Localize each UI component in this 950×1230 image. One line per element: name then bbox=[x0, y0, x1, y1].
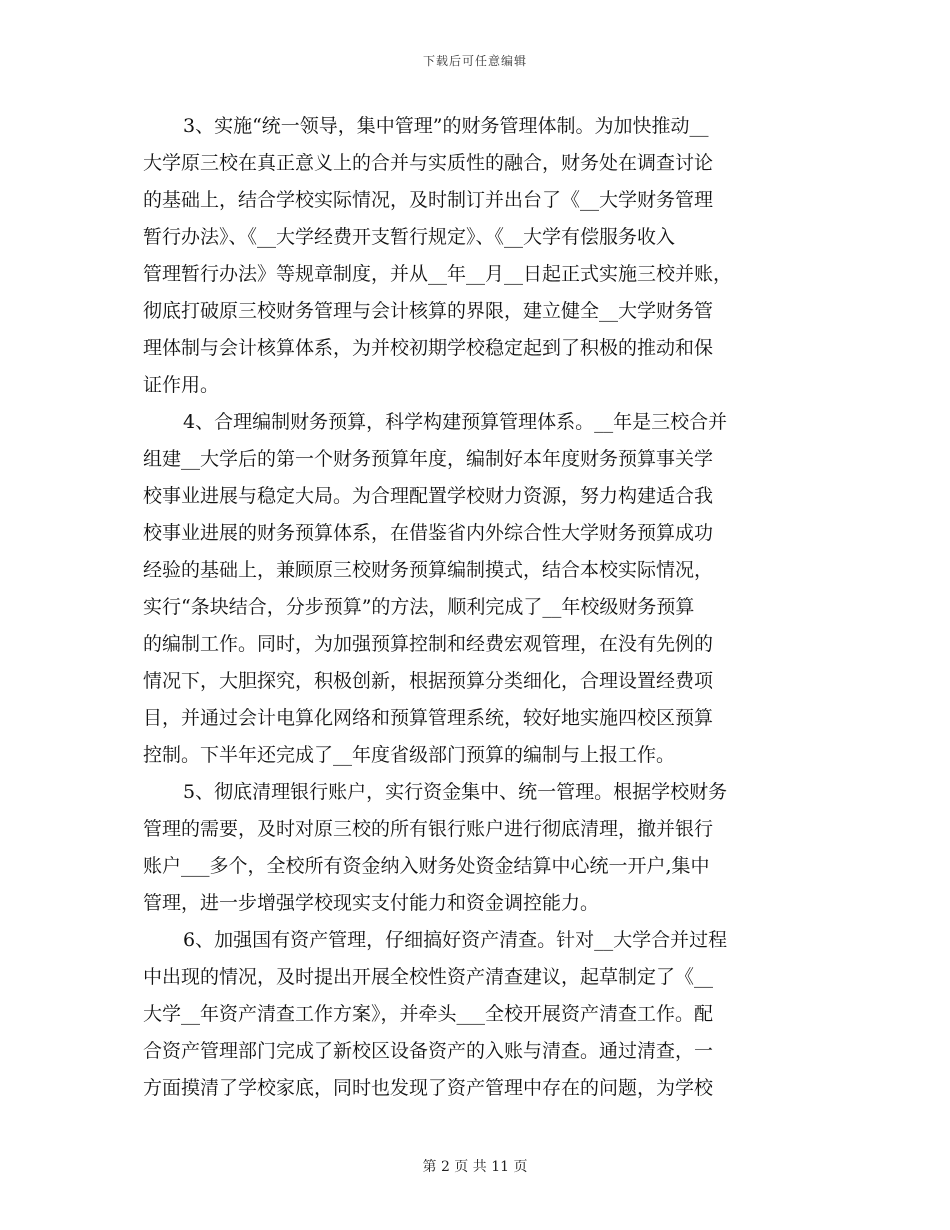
text-line: 理体制与会计核算体系，为并校初期学校稳定起到了积极的推动和保 bbox=[143, 337, 714, 359]
text-line: 大学__年资产清查工作方案》，并牵头___全校开展资产清查工作。配 bbox=[143, 1003, 714, 1025]
text-line: 4、合理编制财务预算，科学构建预算管理体系。__年是三校合并 bbox=[183, 411, 728, 433]
text-line: 管理，进一步增强学校现实支付能力和资金调控能力。 bbox=[143, 892, 600, 914]
text-line: 的编制工作。同时，为加强预算控制和经费宏观管理，在没有先例的 bbox=[143, 633, 714, 655]
text-line: 彻底打破原三校财务管理与会计核算的界限，建立健全__大学财务管 bbox=[143, 300, 714, 322]
text-line: 方面摸清了学校家底，同时也发现了资产管理中存在的问题，为学校 bbox=[143, 1077, 714, 1099]
text-line: 实行“条块结合，分步预算”的方法，顺利完成了__年校级财务预算 bbox=[143, 596, 695, 618]
text-line: 经验的基础上，兼顾原三校财务预算编制摸式，结合本校实际情况， bbox=[143, 559, 714, 581]
text-line: 合资产管理部门完成了新校区设备资产的入账与清查。通过清查，一 bbox=[143, 1040, 714, 1062]
text-line: 的基础上，结合学校实际情况，及时制订并出台了《__大学财务管理 bbox=[143, 189, 714, 211]
text-line: 校事业进展的财务预算体系，在借鉴省内外综合性大学财务预算成功 bbox=[143, 522, 714, 544]
text-line: 3、实施“统一领导，集中管理”的财务管理体制。为加快推动__ bbox=[183, 115, 709, 137]
page-footer: 第 2 页 共 11 页 bbox=[422, 1159, 528, 1175]
text-line: 校事业进展与稳定大局。为合理配置学校财力资源，努力构建适合我 bbox=[143, 485, 714, 507]
document-body bbox=[143, 108, 803, 1107]
text-line: 控制。下半年还完成了__年度省级部门预算的编制与上报工作。 bbox=[143, 744, 676, 766]
page-header: 下载后可任意编辑 bbox=[422, 54, 527, 68]
text-line: 证作用。 bbox=[143, 374, 220, 396]
text-line: 暂行办法》、《__大学经费开支暂行规定》、《__大学有偿服务收入 bbox=[143, 226, 676, 248]
text-line: 管理的需要，及时对原三校的所有银行账户进行彻底清理，撤并银行 bbox=[143, 818, 714, 840]
text-line: 情况下，大胆探究，积极创新，根据预算分类细化，合理设置经费项 bbox=[143, 670, 714, 692]
text-line: 组建__大学后的第一个财务预算年度，编制好本年度财务预算事关学 bbox=[143, 448, 714, 470]
text-line: 大学原三校在真正意义上的合并与实质性的融合，财务处在调查讨论 bbox=[143, 152, 714, 174]
text-line: 目，并通过会计电算化网络和预算管理系统，较好地实施四校区预算 bbox=[143, 707, 714, 729]
text-line: 中出现的情况，及时提出开展全校性资产清查建议，起草制定了《__ bbox=[143, 966, 714, 988]
text-line: 5、彻底清理银行账户，实行资金集中、统一管理。根据学校财务 bbox=[183, 781, 728, 803]
text-line: 账户___多个，全校所有资金纳入财务处资金结算中心统一开户,集中 bbox=[143, 855, 710, 877]
text-line: 管理暂行办法》等规章制度，并从__年__月__日起正式实施三校并账， bbox=[143, 263, 733, 285]
text-line: 6、加强国有资产管理，仔细搞好资产清查。针对__大学合并过程 bbox=[183, 929, 728, 951]
